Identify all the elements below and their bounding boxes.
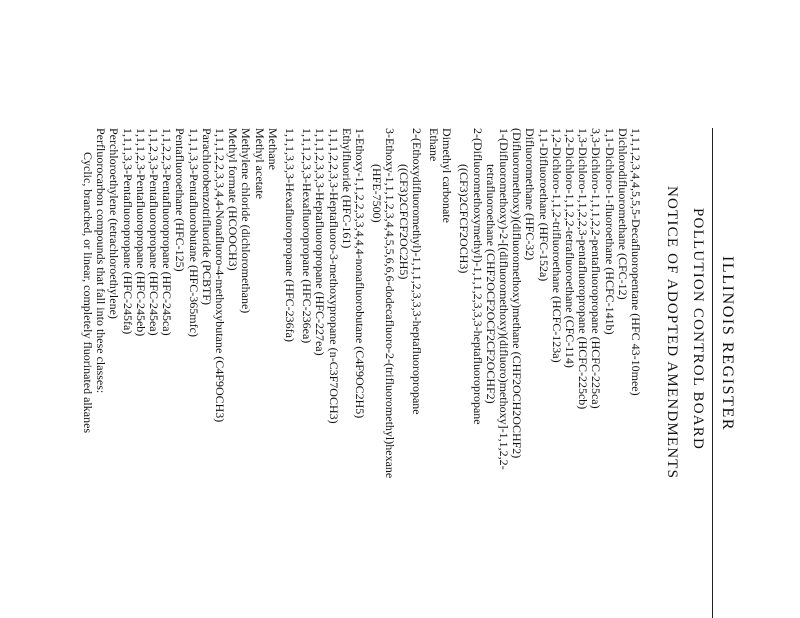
list-item: Dimethyl carbonate (440, 128, 455, 223)
list-item: (HFE-7500) (370, 164, 385, 223)
list-item: 1,2-Dichloro-1,1,2,2-tetrafluoroethane (CFC-114) (563, 128, 577, 368)
list-item: 1,1-Dichloro-1-fluoroethane (HCFC-141b) (602, 128, 617, 335)
list-item: 1,1,1,2,3,3-Hexafluoropropane (HFC-236ea) (300, 128, 315, 344)
list-item: 1,1,2,2,3-Pentafluoropropane (HFC-245ca) (160, 128, 175, 336)
list-item: 1,1,1,2,3-Pentafluoropropane (HFC-245eb) (133, 128, 148, 337)
list-item: tetrafluoroethane (CHF2OCF2OCF2CF2OCHF2) (483, 164, 498, 404)
list-item: ((CF3)2CFCF2OC2H5) (396, 164, 411, 280)
list-item: 3,3-Dichloro-1,1,1,2,2-pentafluoropropane (HCFC-225ca) (589, 128, 604, 409)
list-item: Ethylfluoride (HFC-161) (339, 128, 354, 249)
list-item: Difluoromethane (HFC-32) (523, 128, 538, 261)
rotated-text-block (76, 128, 736, 618)
list-item: 2-(Difluoromethoxymethyl)-1,1,1,2,3,3,3-heptafluoropropane (470, 128, 485, 425)
list-item: (Difluoromethoxy)(difluoromethoxy)methane (CHF2OCH2OCHF2) (510, 128, 525, 459)
list-item: 1,3-Dichloro-1,1,2,2,3-pentafluoropropane (HCFC-225cb) (576, 128, 591, 410)
list-item: Pentafluoroethane (HFC-125) (173, 128, 188, 272)
list-item: Parachlorobenzotrifluoride (PCBTF) (199, 128, 214, 305)
header-rule (712, 128, 713, 618)
list-item: 2-(Ethoxydifluoromethyl)-1,1,1,2,3,3,3-heptafluoropropane (409, 128, 424, 415)
list-item: 1-Ethoxy-1,1,2,2,3,3,4,4,4-nonafluorobutane (C4F9OC2H5) (353, 128, 367, 419)
list-item: Ethane (427, 128, 441, 162)
list-item: 1,1,1,3,3-Pentafluorobutane (HFC-365mfc) (186, 128, 201, 337)
list-item: ((CF3)2CFCF2OCH3) (457, 164, 472, 274)
list-item: 1,1,1,2,2,3,3,4,4-Nonafluoro-4-methoxybutane (C4F9OCH3) (213, 128, 227, 423)
list-item: Dichlorodifluoromethane (CFC-12) (615, 128, 630, 300)
list-item: Methylene chloride (dichloromethane) (239, 128, 254, 314)
register-title: ILLINOIS REGISTER (719, 256, 736, 432)
list-item: 3-Ethoxy-1,1,1,2,3,4,4,5,5,6,6,6-dodecafluoro-2-(trifluoromethyl)hexane (383, 128, 398, 479)
list-item: 1,2-Dichloro-1,1,2-trifluoroethane (HCFC-123a) (549, 128, 564, 363)
list-item: 1,1,1,2,3,3,3-Heptafluoropropane (HFC-227ea) (313, 128, 328, 356)
list-item: 1,1-Difluoroethane (HFC-152a) (536, 128, 551, 282)
list-item: 1,1,1,3,3,3-Hexafluoropropane (HFC-236fa) (283, 128, 297, 342)
list-item: 1,1,2,3,3-Pentafluoropropane (HFC-245ea) (147, 128, 161, 336)
list-item: 1,1,1,2,3,4,4,5,5,5-Decafluoropentane (HFC 43-10mee) (629, 128, 643, 396)
list-item: Methyl acetate (252, 128, 267, 199)
notice-title: NOTICE OF ADOPTED AMENDMENTS (664, 186, 680, 480)
list-item: Perchloroethylene (tetrachloroethylene) (107, 128, 122, 319)
list-item: Perfluorocarbon compounds that fall into these classes: (94, 128, 109, 394)
board-title: POLLUTION CONTROL BOARD (690, 208, 706, 451)
list-item: Methyl formate (HCOOCH3) (226, 128, 241, 271)
list-item: 1-(Difluoromethoxy)-2-[(difluoromethoxy)(difluoro)methoxy]-1,1,2,2- (497, 128, 511, 470)
list-item: 1,1,1,2,2,3,3-Heptafluoro-3-methoxypropane (n-C3F7OCH3) (326, 128, 341, 424)
list-item: Cyclic, branched, or linear, completely fluorinated alkanes (81, 152, 95, 434)
list-item: 1,1,1,3,3-Pentafluoropropane (HFC-245fa) (120, 128, 135, 335)
list-item: Methane (265, 128, 280, 170)
